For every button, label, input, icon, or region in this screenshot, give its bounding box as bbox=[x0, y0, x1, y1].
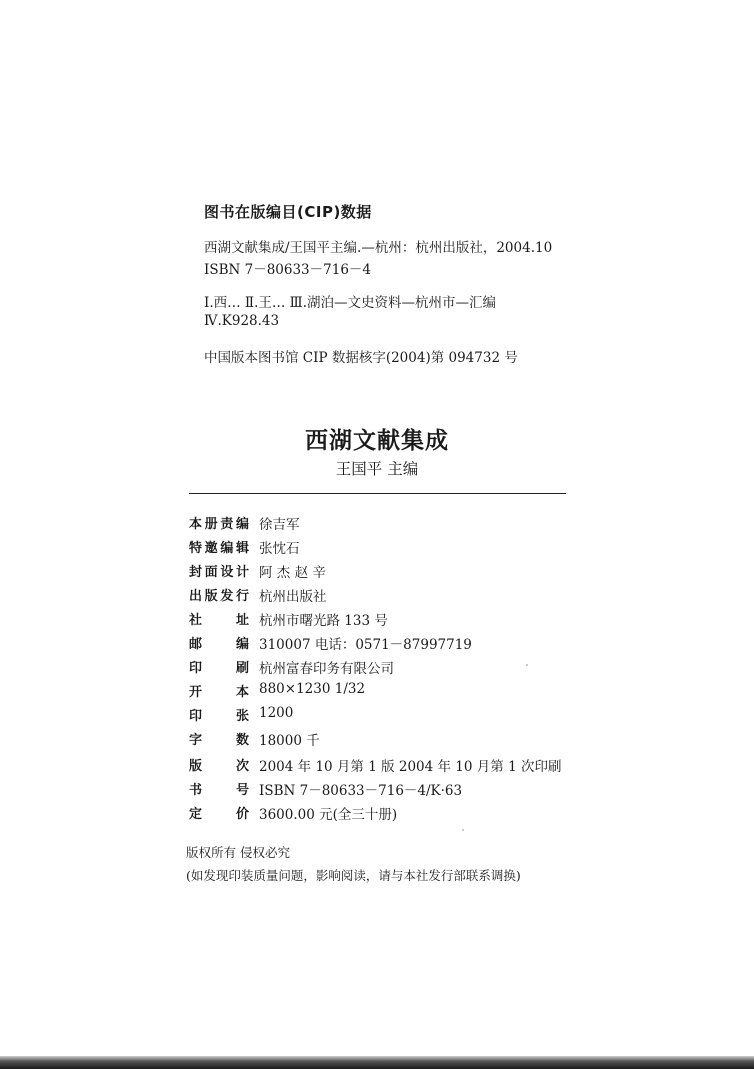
cip-line-record-number: 中国版本图书馆 CIP 数据核字(2004)第 094732 号 bbox=[204, 350, 518, 366]
info-label: 本册责编 bbox=[189, 517, 249, 532]
copyright-notice: 版权所有 侵权必究 bbox=[186, 845, 290, 860]
info-value: 徐吉军 bbox=[259, 517, 300, 533]
book-title: 西湖文献集成 bbox=[305, 427, 449, 454]
info-value: 310007 电话：0571－87997719 bbox=[259, 637, 472, 653]
info-label: 定价 bbox=[189, 807, 249, 822]
cip-line-subjects: Ⅰ.西… Ⅱ.王… Ⅲ.湖泊—文史资料—杭州市—汇编 bbox=[204, 295, 496, 311]
info-label: 特邀编辑 bbox=[189, 541, 249, 556]
info-label: 字数 bbox=[189, 733, 249, 748]
info-label: 出版发行 bbox=[189, 589, 249, 604]
info-label: 印刷 bbox=[189, 661, 249, 676]
cip-line-classification: Ⅳ.K928.43 bbox=[204, 313, 280, 329]
scan-speck bbox=[462, 829, 464, 831]
info-value: 3600.00 元(全三十册) bbox=[259, 807, 398, 823]
scan-edge-bar bbox=[0, 1056, 754, 1069]
info-value: 杭州市曙光路 133 号 bbox=[259, 613, 388, 629]
divider-rule bbox=[189, 493, 566, 494]
cip-line-isbn: ISBN 7－80633－716－4 bbox=[204, 262, 371, 278]
info-value: 阿 杰 赵 辛 bbox=[259, 565, 326, 581]
info-label: 开本 bbox=[189, 685, 249, 700]
info-label: 邮编 bbox=[189, 637, 249, 652]
info-value: 1200 bbox=[259, 705, 294, 721]
info-value: 880×1230 1/32 bbox=[259, 681, 366, 697]
cip-line-citation: 西湖文献集成/王国平主编.—杭州：杭州出版社，2004.10 bbox=[204, 240, 553, 256]
replacement-notice: (如发现印装质量问题，影响阅读，请与本社发行部联系调换) bbox=[186, 868, 521, 883]
info-label: 版次 bbox=[189, 759, 249, 774]
info-label: 封面设计 bbox=[189, 565, 249, 580]
scan-speck bbox=[526, 664, 528, 666]
info-value: 杭州出版社 bbox=[259, 589, 327, 605]
info-value: 张忱石 bbox=[259, 541, 300, 557]
info-label: 印张 bbox=[189, 709, 249, 724]
info-value: ISBN 7－80633－716－4/K·63 bbox=[259, 783, 463, 799]
info-value: 2004 年 10 月第 1 版 2004 年 10 月第 1 次印刷 bbox=[259, 759, 562, 775]
info-value: 杭州富春印务有限公司 bbox=[259, 661, 394, 677]
cip-heading: 图书在版编目(CIP)数据 bbox=[204, 203, 372, 221]
info-label: 书号 bbox=[189, 783, 249, 798]
book-editor: 王国平 主编 bbox=[335, 460, 419, 478]
info-label: 社址 bbox=[189, 613, 249, 628]
info-value: 18000 千 bbox=[259, 733, 320, 749]
